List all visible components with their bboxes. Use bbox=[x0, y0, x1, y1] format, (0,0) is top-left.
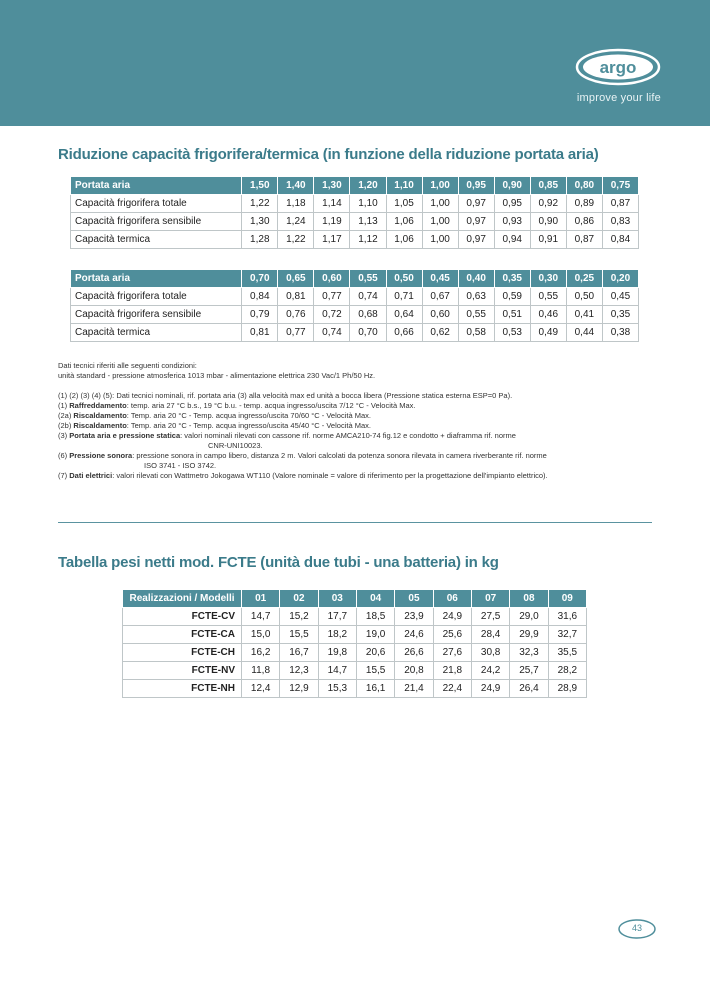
table-cell: 1,05 bbox=[386, 195, 422, 213]
table-cell: 0,71 bbox=[386, 288, 422, 306]
table-header-cell: 0,30 bbox=[530, 270, 566, 288]
section-divider bbox=[58, 522, 652, 523]
row-label: Capacità frigorifera totale bbox=[71, 288, 242, 306]
table-header-cell: 08 bbox=[510, 590, 548, 608]
table-cell: 0,62 bbox=[422, 324, 458, 342]
table-header-cell: 0,25 bbox=[566, 270, 602, 288]
table-cell: 23,9 bbox=[395, 608, 433, 626]
notes-intro-2: unità standard - pressione atmosferica 1013 mbar - alimentazione elettrica 230 Vac/1 Ph/50 Hz. bbox=[58, 371, 376, 380]
table-cell: 0,70 bbox=[350, 324, 386, 342]
table-row bbox=[71, 306, 639, 324]
table-cell: 0,55 bbox=[458, 306, 494, 324]
table-cell: 0,95 bbox=[494, 195, 530, 213]
note-sound-pressure: (6) Pressione sonora: pressione sonora in campo libero, distanza 2 m. Valori calcolati da potenza sonora rilevata in camera riverberante rif. norme bbox=[58, 451, 547, 460]
table-cell: 0,81 bbox=[278, 288, 314, 306]
note-airflow: (3) Portata aria e pressione statica: valori nominali rilevati con cassone rif. norme AMCA210-74 fig.12 e condotto + diaframma rif. norme bbox=[58, 431, 516, 440]
row-label: Capacità termica bbox=[71, 231, 242, 249]
table-cell: 1,28 bbox=[242, 231, 278, 249]
table-cell: 25,6 bbox=[433, 626, 471, 644]
table-header-cell: 0,95 bbox=[458, 177, 494, 195]
table-row bbox=[71, 195, 639, 213]
page-number-badge bbox=[617, 918, 657, 940]
table-cell: 12,4 bbox=[242, 680, 280, 698]
table-cell: 29,9 bbox=[510, 626, 548, 644]
table-cell: 0,51 bbox=[494, 306, 530, 324]
table-header-cell: 0,90 bbox=[494, 177, 530, 195]
table-cell: 1,12 bbox=[350, 231, 386, 249]
table-cell: 1,22 bbox=[242, 195, 278, 213]
table-header-label: Realizzazioni / Modelli bbox=[123, 590, 242, 608]
table-cell: 26,4 bbox=[510, 680, 548, 698]
table-cell: 0,41 bbox=[566, 306, 602, 324]
table-cell: 28,2 bbox=[548, 662, 586, 680]
table-header-cell: 1,40 bbox=[278, 177, 314, 195]
table-cell: 0,74 bbox=[314, 324, 350, 342]
table-cell: 20,6 bbox=[356, 644, 394, 662]
table-cell: 0,45 bbox=[602, 288, 638, 306]
table-header-cell: 0,65 bbox=[278, 270, 314, 288]
technical-notes bbox=[58, 361, 658, 481]
table-cell: 16,1 bbox=[356, 680, 394, 698]
table-cell: 0,87 bbox=[602, 195, 638, 213]
table-header-cell: 01 bbox=[242, 590, 280, 608]
table-cell: 0,87 bbox=[566, 231, 602, 249]
table-row bbox=[71, 213, 639, 231]
table-header-cell: 04 bbox=[356, 590, 394, 608]
table-header-cell: 0,45 bbox=[422, 270, 458, 288]
table-header-cell: 0,50 bbox=[386, 270, 422, 288]
row-label: FCTE-NV bbox=[123, 662, 242, 680]
table-header-cell: 05 bbox=[395, 590, 433, 608]
row-label: FCTE-CA bbox=[123, 626, 242, 644]
table-cell: 1,00 bbox=[422, 231, 458, 249]
table-cell: 29,0 bbox=[510, 608, 548, 626]
table-cell: 32,3 bbox=[510, 644, 548, 662]
table-header-cell: 0,60 bbox=[314, 270, 350, 288]
table-cell: 16,2 bbox=[242, 644, 280, 662]
table-header-cell: 03 bbox=[318, 590, 356, 608]
table-cell: 0,81 bbox=[242, 324, 278, 342]
table-cell: 0,72 bbox=[314, 306, 350, 324]
table-cell: 0,97 bbox=[458, 195, 494, 213]
table-row bbox=[123, 626, 587, 644]
table-cell: 0,86 bbox=[566, 213, 602, 231]
table-cell: 15,5 bbox=[280, 626, 318, 644]
page-header-band bbox=[0, 0, 710, 126]
tagline: improve your life bbox=[576, 92, 661, 104]
table-header-row bbox=[123, 590, 587, 608]
table-cell: 32,7 bbox=[548, 626, 586, 644]
row-label: Capacità frigorifera sensibile bbox=[71, 306, 242, 324]
table-cell: 0,63 bbox=[458, 288, 494, 306]
note-cooling: (1) Raffreddamento: temp. aria 27 °C b.s., 19 °C b.u. - temp. acqua ingresso/uscita 7/12 °C - Velocità Max. bbox=[58, 401, 416, 410]
table-cell: 19,8 bbox=[318, 644, 356, 662]
table-header-cell: 02 bbox=[280, 590, 318, 608]
table-header-cell: 1,50 bbox=[242, 177, 278, 195]
table-cell: 0,84 bbox=[602, 231, 638, 249]
table-header-cell: 1,10 bbox=[386, 177, 422, 195]
table-cell: 0,64 bbox=[386, 306, 422, 324]
table-cell: 0,55 bbox=[530, 288, 566, 306]
table-cell: 0,90 bbox=[530, 213, 566, 231]
table-cell: 0,50 bbox=[566, 288, 602, 306]
table-cell: 0,91 bbox=[530, 231, 566, 249]
table-cell: 1,06 bbox=[386, 213, 422, 231]
table-cell: 21,8 bbox=[433, 662, 471, 680]
note-1: (1) (2) (3) (4) (5): Dati tecnici nominali, rif. portata aria (3) alla velocità max ed unità a bocca libera (Pressione statica esterna ESP=0 Pa). bbox=[58, 391, 513, 400]
table-cell: 20,8 bbox=[395, 662, 433, 680]
section-title-weights: Tabella pesi netti mod. FCTE (unità due tubi - una batteria) in kg bbox=[58, 554, 499, 571]
table-header-cell: 07 bbox=[471, 590, 509, 608]
table-cell: 1,00 bbox=[422, 213, 458, 231]
table-header-cell: 0,35 bbox=[494, 270, 530, 288]
net-weights-table bbox=[122, 589, 587, 698]
table-cell: 0,97 bbox=[458, 213, 494, 231]
table-cell: 0,89 bbox=[566, 195, 602, 213]
table-cell: 0,59 bbox=[494, 288, 530, 306]
table-header-cell: 0,70 bbox=[242, 270, 278, 288]
table-cell: 17,7 bbox=[318, 608, 356, 626]
table-cell: 27,5 bbox=[471, 608, 509, 626]
argo-logo bbox=[575, 48, 661, 86]
table-header-row bbox=[71, 177, 639, 195]
table-header-cell: 0,55 bbox=[350, 270, 386, 288]
table-cell: 14,7 bbox=[242, 608, 280, 626]
note-heating-2b: (2b) Riscaldamento: Temp. aria 20 °C - Temp. acqua ingresso/uscita 45/40 °C - Velocità Max. bbox=[58, 421, 371, 430]
table-cell: 1,18 bbox=[278, 195, 314, 213]
table-cell: 0,97 bbox=[458, 231, 494, 249]
table-cell: 0,83 bbox=[602, 213, 638, 231]
table-cell: 1,17 bbox=[314, 231, 350, 249]
note-sound-pressure-cont: ISO 3741 - ISO 3742. bbox=[144, 461, 217, 470]
page-number: 43 bbox=[631, 923, 642, 933]
table-header-cell: 09 bbox=[548, 590, 586, 608]
table-cell: 19,0 bbox=[356, 626, 394, 644]
table-cell: 1,19 bbox=[314, 213, 350, 231]
table-cell: 31,6 bbox=[548, 608, 586, 626]
table-cell: 0,92 bbox=[530, 195, 566, 213]
note-airflow-cont: CNR-UNI10023. bbox=[208, 441, 263, 450]
row-label: Capacità termica bbox=[71, 324, 242, 342]
table-header-label: Portata aria bbox=[71, 177, 242, 195]
row-label: FCTE-CV bbox=[123, 608, 242, 626]
table-cell: 0,53 bbox=[494, 324, 530, 342]
table-header-label: Portata aria bbox=[71, 270, 242, 288]
table-header-cell: 06 bbox=[433, 590, 471, 608]
note-heating-2a: (2a) Riscaldamento: Temp. aria 20 °C - Temp. acqua ingresso/uscita 70/60 °C - Velocità Max. bbox=[58, 411, 371, 420]
notes-intro-1: Dati tecnici riferiti alle seguenti condizioni: bbox=[58, 361, 197, 370]
table-row bbox=[71, 231, 639, 249]
table-cell: 14,7 bbox=[318, 662, 356, 680]
table-cell: 1,00 bbox=[422, 195, 458, 213]
table-cell: 27,6 bbox=[433, 644, 471, 662]
table-cell: 0,77 bbox=[278, 324, 314, 342]
table-cell: 24,6 bbox=[395, 626, 433, 644]
table-cell: 16,7 bbox=[280, 644, 318, 662]
table-cell: 0,67 bbox=[422, 288, 458, 306]
table-cell: 0,46 bbox=[530, 306, 566, 324]
table-cell: 24,9 bbox=[471, 680, 509, 698]
table-cell: 12,9 bbox=[280, 680, 318, 698]
capacity-reduction-table-2 bbox=[70, 269, 639, 342]
table-cell: 24,2 bbox=[471, 662, 509, 680]
table-cell: 15,3 bbox=[318, 680, 356, 698]
table-row bbox=[71, 288, 639, 306]
table-cell: 0,44 bbox=[566, 324, 602, 342]
table-cell: 0,60 bbox=[422, 306, 458, 324]
table-cell: 0,49 bbox=[530, 324, 566, 342]
table-cell: 1,13 bbox=[350, 213, 386, 231]
table-cell: 28,9 bbox=[548, 680, 586, 698]
table-header-cell: 1,30 bbox=[314, 177, 350, 195]
table-cell: 18,2 bbox=[318, 626, 356, 644]
table-cell: 12,3 bbox=[280, 662, 318, 680]
table-cell: 1,30 bbox=[242, 213, 278, 231]
row-label: Capacità frigorifera totale bbox=[71, 195, 242, 213]
table-row bbox=[123, 680, 587, 698]
table-cell: 0,38 bbox=[602, 324, 638, 342]
table-row bbox=[71, 324, 639, 342]
table-header-row bbox=[71, 270, 639, 288]
table-cell: 11,8 bbox=[242, 662, 280, 680]
table-row bbox=[123, 644, 587, 662]
table-cell: 0,93 bbox=[494, 213, 530, 231]
table-cell: 0,84 bbox=[242, 288, 278, 306]
section-title-capacity-reduction: Riduzione capacità frigorifera/termica (in funzione della riduzione portata aria) bbox=[58, 146, 599, 163]
table-cell: 15,5 bbox=[356, 662, 394, 680]
table-header-cell: 1,00 bbox=[422, 177, 458, 195]
table-cell: 0,77 bbox=[314, 288, 350, 306]
table-cell: 21,4 bbox=[395, 680, 433, 698]
table-cell: 18,5 bbox=[356, 608, 394, 626]
table-cell: 1,22 bbox=[278, 231, 314, 249]
table-cell: 35,5 bbox=[548, 644, 586, 662]
table-cell: 30,8 bbox=[471, 644, 509, 662]
table-cell: 15,2 bbox=[280, 608, 318, 626]
table-header-cell: 1,20 bbox=[350, 177, 386, 195]
capacity-reduction-table-1 bbox=[70, 176, 639, 249]
table-cell: 0,58 bbox=[458, 324, 494, 342]
table-cell: 22,4 bbox=[433, 680, 471, 698]
table-row bbox=[123, 608, 587, 626]
table-cell: 15,0 bbox=[242, 626, 280, 644]
table-cell: 1,10 bbox=[350, 195, 386, 213]
table-cell: 0,76 bbox=[278, 306, 314, 324]
row-label: FCTE-NH bbox=[123, 680, 242, 698]
table-cell: 1,24 bbox=[278, 213, 314, 231]
logo-wordmark: argo bbox=[599, 58, 637, 77]
table-cell: 0,94 bbox=[494, 231, 530, 249]
table-cell: 0,68 bbox=[350, 306, 386, 324]
table-header-cell: 0,75 bbox=[602, 177, 638, 195]
table-cell: 26,6 bbox=[395, 644, 433, 662]
table-header-cell: 0,85 bbox=[530, 177, 566, 195]
table-cell: 28,4 bbox=[471, 626, 509, 644]
note-electrical: (7) Dati elettrici: valori rilevati con Wattmetro Jokogawa WT110 (Valore nominale = valore di riferimento per la progettazione dell'impianto elettrico). bbox=[58, 471, 548, 480]
table-cell: 0,79 bbox=[242, 306, 278, 324]
table-cell: 0,66 bbox=[386, 324, 422, 342]
table-header-cell: 0,20 bbox=[602, 270, 638, 288]
row-label: FCTE-CH bbox=[123, 644, 242, 662]
table-row bbox=[123, 662, 587, 680]
table-cell: 1,06 bbox=[386, 231, 422, 249]
table-cell: 0,74 bbox=[350, 288, 386, 306]
table-header-cell: 0,80 bbox=[566, 177, 602, 195]
table-cell: 0,35 bbox=[602, 306, 638, 324]
table-cell: 25,7 bbox=[510, 662, 548, 680]
table-cell: 24,9 bbox=[433, 608, 471, 626]
table-header-cell: 0,40 bbox=[458, 270, 494, 288]
table-cell: 1,14 bbox=[314, 195, 350, 213]
row-label: Capacità frigorifera sensibile bbox=[71, 213, 242, 231]
